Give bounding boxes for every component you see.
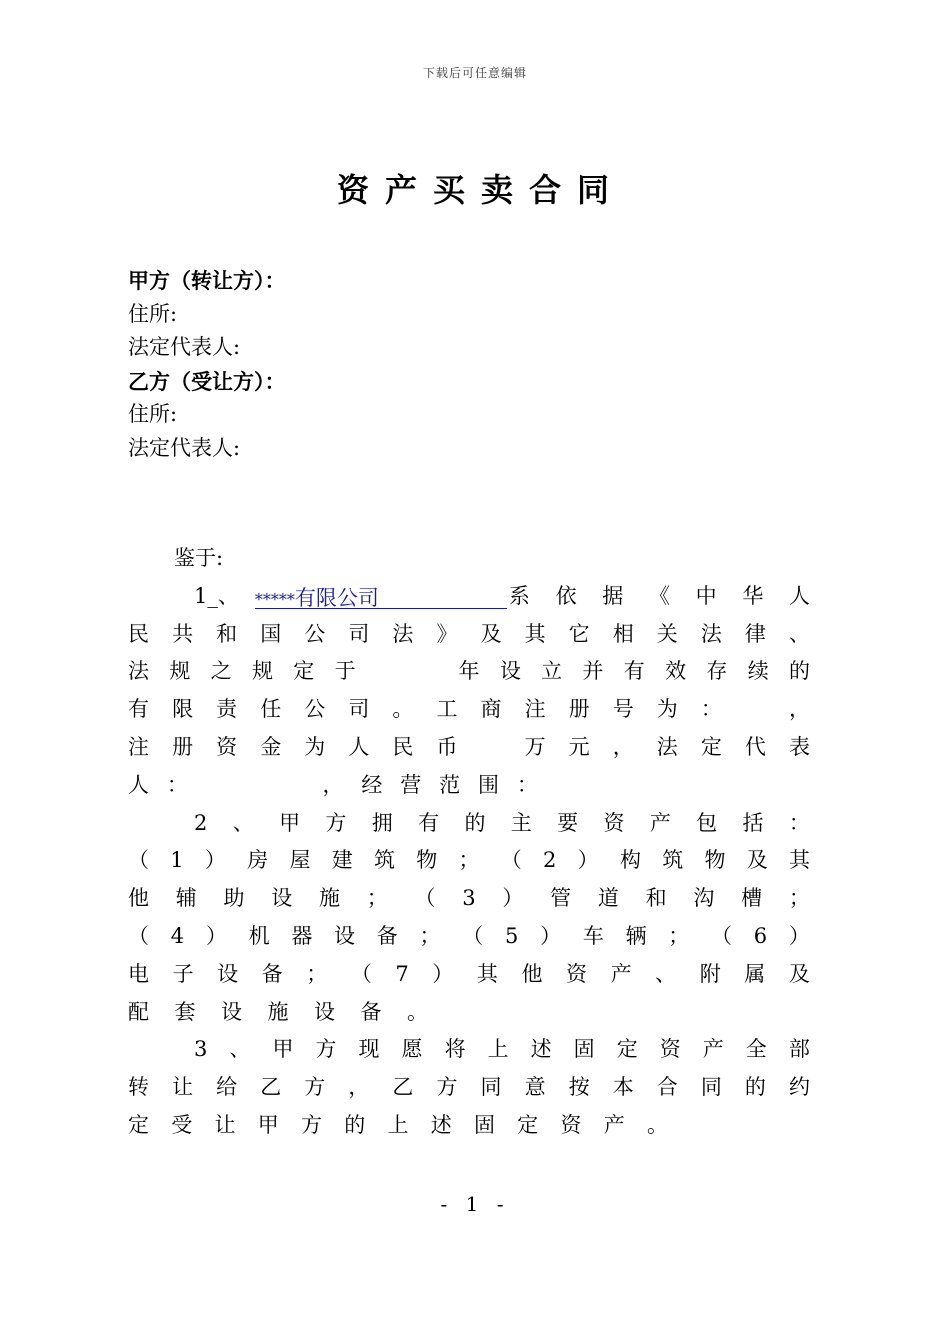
text-char: 辆 <box>625 923 647 948</box>
text-char: 册 <box>568 697 590 722</box>
text-char <box>417 653 438 691</box>
recital-item-2-line <box>128 956 810 994</box>
text-char: 之 <box>210 659 232 684</box>
text-char: 配 <box>128 999 149 1024</box>
recital-item-2-line <box>128 918 810 956</box>
text-char <box>376 653 397 691</box>
text-char: 册 <box>172 734 194 759</box>
text-char: 人 <box>789 583 810 608</box>
page-header-note: 下载后可任意编辑 <box>422 66 527 80</box>
text-char: 固 <box>573 1037 595 1062</box>
party-a-representative-label: 法定代表人: <box>128 335 241 359</box>
text-char: 施 <box>319 886 340 911</box>
text-char: （ <box>462 923 484 948</box>
text-char: 槽 <box>741 886 763 911</box>
text-char: 辅 <box>175 886 197 911</box>
text-char: 电 <box>128 961 149 986</box>
recital-item-1-line <box>128 767 538 805</box>
text-char: 设 <box>314 999 335 1024</box>
text-char: 注 <box>128 734 149 759</box>
text-char: 备 <box>261 961 283 986</box>
text-char: 物 <box>704 848 726 873</box>
text-char: 围 <box>478 772 500 797</box>
text-char: ； <box>419 923 441 948</box>
text-char: 拥 <box>371 810 393 835</box>
text-char: 同 <box>480 1075 502 1100</box>
text-char: 有 <box>294 585 316 610</box>
text-char: 为 <box>304 734 326 759</box>
text-char: 同 <box>700 1075 722 1100</box>
text-char: 。 <box>407 999 428 1024</box>
text-char: 资 <box>603 810 625 835</box>
text-char <box>206 767 227 805</box>
party-b-address-label: 住所: <box>128 402 178 426</box>
text-char: 责 <box>216 697 238 722</box>
text-char: 2 <box>194 810 208 835</box>
text-char: 法 <box>392 621 414 646</box>
text-char: （ <box>711 923 733 948</box>
recitals-section <box>128 540 810 1145</box>
text-char: 将 <box>444 1037 466 1062</box>
text-char: 建 <box>331 848 353 873</box>
recital-item-2-line <box>128 994 428 1032</box>
document-title: 资产买卖合同 <box>336 171 625 209</box>
text-char: 及 <box>788 961 810 986</box>
text-char: 元 <box>568 734 590 759</box>
recital-item-3-line <box>128 1107 668 1145</box>
text-char: ； <box>366 886 388 911</box>
text-char: 。 <box>392 697 414 722</box>
text-char: 表 <box>788 734 810 759</box>
text-char: 司 <box>348 697 370 722</box>
text-char <box>481 729 502 767</box>
text-char: 意 <box>524 1075 546 1100</box>
text-char: ： <box>700 697 722 722</box>
text-char: 3 <box>194 1037 208 1062</box>
text-char: ） <box>432 961 454 986</box>
text-char: 华 <box>742 583 764 608</box>
text-char: 给 <box>216 1075 238 1100</box>
text-char: 司 <box>357 585 379 610</box>
text-char: 范 <box>439 772 461 797</box>
text-char: 相 <box>612 621 634 646</box>
text-char: 套 <box>174 999 196 1024</box>
party-a-heading: 甲方（转让方）： <box>128 268 286 293</box>
text-char: ） <box>502 886 524 911</box>
party-b-representative-label: 法定代表人: <box>128 435 241 460</box>
text-char: 3 <box>462 886 476 911</box>
text-char: 设 <box>217 961 239 986</box>
text-char: 甲 <box>279 810 301 835</box>
text-char: 其 <box>476 961 498 986</box>
text-char: 人 <box>348 734 370 759</box>
text-char: 受 <box>171 1112 193 1137</box>
recital-item-1-line <box>509 578 810 616</box>
text-char: ） <box>205 923 227 948</box>
text-char: 依 <box>555 583 577 608</box>
text-char: 6 <box>753 923 768 948</box>
text-char: 约 <box>788 1075 810 1100</box>
text-char: 其 <box>789 848 810 873</box>
text-char <box>245 767 266 805</box>
text-char: 规 <box>251 659 273 684</box>
text-char: 产 <box>603 1112 625 1137</box>
text-char: 、 <box>229 1037 251 1062</box>
text-char: 任 <box>260 697 282 722</box>
text-char <box>745 691 766 729</box>
recital-item-1-line <box>128 691 810 729</box>
text-char: 公 <box>304 621 326 646</box>
text-char: 附 <box>699 961 721 986</box>
text-char: 代 <box>744 734 766 759</box>
text-char: ， <box>788 697 810 722</box>
text-char: 工 <box>436 697 458 722</box>
text-char: 资 <box>216 734 238 759</box>
text-char <box>284 767 305 805</box>
text-char: 施 <box>267 999 289 1024</box>
text-char: 方 <box>301 1112 322 1137</box>
text-char: 器 <box>291 923 313 948</box>
text-char: 产 <box>610 961 632 986</box>
text-char: 万 <box>524 734 546 759</box>
text-char: 本 <box>612 1075 634 1100</box>
text-char: 的 <box>789 659 810 684</box>
recital-item-2-line <box>128 880 810 918</box>
text-char: 据 <box>602 583 624 608</box>
recitals-intro: 鉴于: <box>174 546 224 570</box>
recital-item-3-line <box>128 1069 810 1107</box>
text-char: 中 <box>695 583 717 608</box>
text-char: 共 <box>172 621 194 646</box>
text-char: 甲 <box>272 1037 294 1062</box>
text-char: ， <box>322 772 344 797</box>
text-char: ： <box>516 772 538 797</box>
text-char: 包 <box>696 810 718 835</box>
party-a-address-label: 住所: <box>128 301 178 326</box>
text-char: 产 <box>702 1037 724 1062</box>
text-char: 人 <box>128 772 149 797</box>
text-char: （ <box>128 848 149 873</box>
text-char: 定 <box>128 1112 149 1137</box>
text-char: 法 <box>128 659 149 684</box>
text-char: 物 <box>416 848 438 873</box>
text-char: 筑 <box>373 848 395 873</box>
text-char: 公 <box>336 585 358 610</box>
text-char: ） <box>788 923 810 948</box>
text-char: 其 <box>524 621 546 646</box>
text-char: （ <box>350 961 372 986</box>
text-char: 注 <box>524 697 546 722</box>
text-char: ： <box>166 772 188 797</box>
text-char: 司 <box>348 621 370 646</box>
text-char: 乙 <box>392 1075 414 1100</box>
text-char: 资 <box>659 1037 681 1062</box>
text-char: 系 <box>508 583 530 608</box>
text-char: 有 <box>623 659 645 684</box>
text-char: 方 <box>315 1037 337 1062</box>
text-char: 立 <box>541 659 563 684</box>
text-char: 币 <box>436 734 458 759</box>
text-char: 公 <box>304 697 326 722</box>
text-char: 他 <box>128 886 149 911</box>
text-char: 主 <box>510 810 532 835</box>
text-char: 2 <box>543 848 557 873</box>
text-char: （ <box>414 886 436 911</box>
text-char: 的 <box>464 810 486 835</box>
text-char: 固 <box>474 1112 495 1137</box>
text-char: 5 <box>504 923 519 948</box>
text-char: 民 <box>128 621 149 646</box>
text-char: 合 <box>656 1075 678 1100</box>
text-char: 及 <box>746 848 768 873</box>
text-char: 营 <box>400 772 422 797</box>
text-char: 让 <box>214 1112 236 1137</box>
text-char: ； <box>306 961 328 986</box>
text-char: 要 <box>557 810 579 835</box>
text-char: 法 <box>656 734 678 759</box>
text-char: 号 <box>612 697 634 722</box>
text-char: 为 <box>656 697 678 722</box>
text-char: ； <box>788 886 810 911</box>
text-char: ； <box>668 923 690 948</box>
text-char: 效 <box>665 659 687 684</box>
text-char: 方 <box>304 1075 326 1100</box>
text-char: 和 <box>645 886 667 911</box>
text-char: ） <box>540 923 562 948</box>
text-char: 设 <box>499 659 521 684</box>
text-char: 、 <box>655 961 677 986</box>
text-char: 机 <box>248 923 270 948</box>
text-char: 道 <box>597 886 619 911</box>
parties-section <box>128 264 818 465</box>
text-char: （ <box>500 848 522 873</box>
recital-item-1-line <box>128 653 810 691</box>
text-char: 产 <box>649 810 671 835</box>
text-char: 述 <box>530 1037 552 1062</box>
text-char: 让 <box>172 1075 194 1100</box>
text-char: ， <box>612 734 634 759</box>
text-char: 1 <box>170 848 184 873</box>
company-name-link[interactable] <box>255 580 507 609</box>
party-b-heading: 乙方（受让方）： <box>128 368 286 394</box>
text-char: 存 <box>706 659 728 684</box>
text-char: 》 <box>436 621 458 646</box>
text-char: 备 <box>376 923 398 948</box>
text-char: 属 <box>744 961 766 986</box>
recital-item-1-line <box>128 616 810 654</box>
text-char: 设 <box>221 999 242 1024</box>
text-char: 乙 <box>260 1075 282 1100</box>
text-char: 上 <box>387 1112 409 1137</box>
text-char: 定 <box>293 659 315 684</box>
text-char: 甲 <box>257 1112 279 1137</box>
text-char: 按 <box>568 1075 590 1100</box>
text-char: 方 <box>436 1075 458 1100</box>
text-char: 金 <box>260 734 282 759</box>
text-char: 助 <box>223 886 245 911</box>
text-char: 愿 <box>401 1037 423 1062</box>
text-char: 子 <box>172 961 194 986</box>
text-char: 律 <box>744 621 766 646</box>
text-char: 7 <box>395 961 409 986</box>
text-char: ； <box>458 848 480 873</box>
text-char: 。 <box>647 1112 668 1137</box>
text-char: 关 <box>656 621 678 646</box>
text-char: 车 <box>582 923 604 948</box>
text-char: 房 <box>247 848 269 873</box>
text-char: （ <box>128 923 149 948</box>
text-char: 有 <box>128 697 149 722</box>
text-char: 现 <box>358 1037 380 1062</box>
text-char: 、 <box>232 810 254 835</box>
text-char: 定 <box>700 734 722 759</box>
text-char: 筑 <box>662 848 684 873</box>
text-char: 资 <box>560 1112 582 1137</box>
text-char: ） <box>577 848 599 873</box>
text-char: 限 <box>172 697 194 722</box>
text-char: 上 <box>487 1037 509 1062</box>
text-char: 设 <box>271 886 293 911</box>
text-char: 括 <box>742 810 764 835</box>
recital-item-1-line <box>128 729 810 767</box>
text-char: 法 <box>700 621 722 646</box>
text-char: 、 <box>788 621 810 646</box>
text-char: 民 <box>392 734 414 759</box>
text-char: 国 <box>260 621 282 646</box>
text-char: 于 <box>334 659 356 684</box>
text-char: 有 <box>418 810 440 835</box>
text-char: 沟 <box>693 886 715 911</box>
recital-item-2-line <box>128 805 810 843</box>
recital-item-1-number: 1_、 <box>194 583 239 608</box>
recital-item-3-line <box>128 1031 810 1069</box>
text-char: 经 <box>361 772 383 797</box>
page-number: - 1 - <box>440 1192 510 1216</box>
text-char: 的 <box>744 1075 766 1100</box>
text-char: ***** <box>254 589 295 609</box>
text-char: 构 <box>619 848 641 873</box>
text-char: 商 <box>480 697 502 722</box>
text-char: 资 <box>566 961 587 986</box>
text-char: 和 <box>216 621 238 646</box>
text-char: 方 <box>325 810 347 835</box>
text-char: ： <box>788 810 810 835</box>
text-char: 管 <box>550 886 572 911</box>
text-char: 转 <box>128 1075 149 1100</box>
text-char: 它 <box>568 621 590 646</box>
recital-item-1-first-line <box>128 578 810 616</box>
text-char: 部 <box>788 1037 810 1062</box>
text-char: 全 <box>745 1037 767 1062</box>
text-char: 定 <box>616 1037 638 1062</box>
text-char: 他 <box>521 961 543 986</box>
text-char: 的 <box>344 1112 366 1137</box>
text-char: 4 <box>170 923 185 948</box>
text-char: 备 <box>360 999 382 1024</box>
text-char: 限 <box>315 585 337 610</box>
text-char: 述 <box>430 1112 452 1137</box>
text-char: 年 <box>458 659 480 684</box>
text-char: ， <box>348 1075 370 1100</box>
text-char: 定 <box>517 1112 539 1137</box>
text-char: 屋 <box>289 848 311 873</box>
text-char: 《 <box>648 583 670 608</box>
text-char: 续 <box>747 659 769 684</box>
text-char: 并 <box>582 659 604 684</box>
text-char: 设 <box>334 923 356 948</box>
text-char: 规 <box>169 659 191 684</box>
recital-item-2-line <box>128 842 810 880</box>
text-char: 及 <box>480 621 502 646</box>
text-char: ） <box>204 848 226 873</box>
